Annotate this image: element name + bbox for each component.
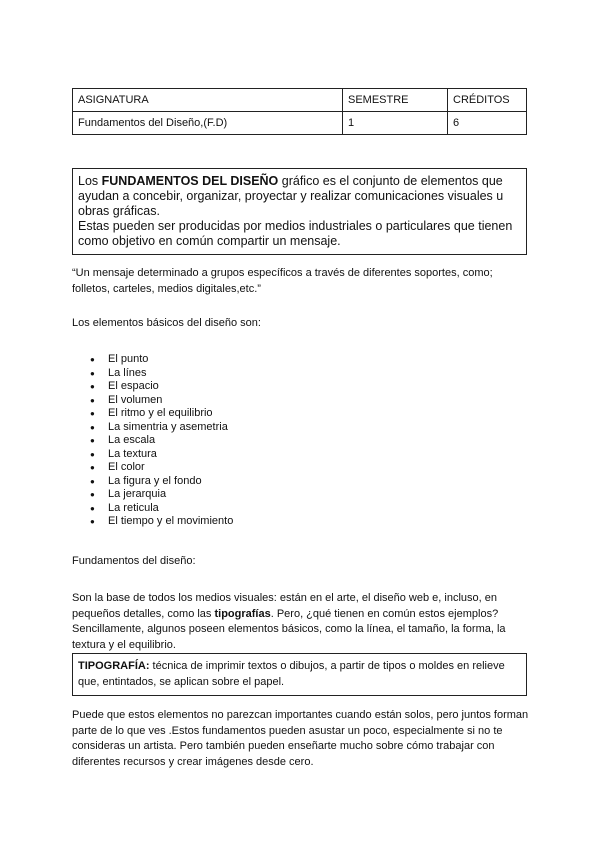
fundamentos-title: Fundamentos del diseño: <box>72 555 196 567</box>
table-row <box>73 112 527 135</box>
header-creditos: CRÉDITOS <box>448 89 527 112</box>
list-item: ● El volumen <box>90 394 233 408</box>
outro-paragraph: Puede que estos elementos no parezcan importantes cuando están solos, pero juntos forman parte de lo que ves .Estos fundamentos pueden asustar un poco, especialmente si no te consideras un artista. Pero también pueden enseñarte mucho sobre cómo trabajar con diferentes recursos y crear imágenes desde cero. <box>72 709 529 768</box>
course-table <box>72 88 527 135</box>
cell-creditos: 6 <box>448 112 527 135</box>
intro-bold: tipografías <box>214 607 271 620</box>
definition-prefix: Los <box>78 174 102 188</box>
intro-before: Son la base de todos los medios visuales: están en el arte, el diseño web e, incluso, en pequeños detalles, como las <box>72 592 497 620</box>
table-header-row <box>73 89 527 112</box>
elements-intro: Los elementos básicos del diseño son: <box>72 317 261 329</box>
list-item: ● El espacio <box>90 380 233 394</box>
elements-list <box>90 353 233 529</box>
list-item: ● El punto <box>90 353 233 367</box>
list-item: ● La reticula <box>90 502 233 516</box>
quote-text: “Un mensaje determinado a grupos específicos a través de diferentes soportes, como; folletos, carteles, medios digitales,etc.” <box>72 267 493 295</box>
list-item: ● El color <box>90 461 233 475</box>
definition-bold: FUNDAMENTOS DEL DISEÑO <box>101 174 279 188</box>
cell-semestre: 1 <box>343 112 448 135</box>
list-item: ● El tiempo y el movimiento <box>90 515 233 529</box>
list-item: ● La textura <box>90 448 233 462</box>
tipografia-box <box>72 653 527 696</box>
definition-second: Estas pueden ser producidas por medios industriales o particulares que tienen como objetivo en común compartir un mensaje. <box>78 219 513 248</box>
tipografia-label: TIPOGRAFÍA: <box>78 660 150 672</box>
header-asignatura: ASIGNATURA <box>73 89 343 112</box>
list-item: ● La simentria y asemetria <box>90 421 233 435</box>
list-item: ● El ritmo y el equilibrio <box>90 407 233 421</box>
list-item: ● La línes <box>90 367 233 381</box>
list-item: ● La escala <box>90 434 233 448</box>
cell-asignatura: Fundamentos del Diseño,(F.D) <box>73 112 343 135</box>
intro-paragraph <box>72 591 532 653</box>
definition-paragraph <box>78 174 521 219</box>
header-semestre: SEMESTRE <box>343 89 448 112</box>
list-item: ● La figura y el fondo <box>90 475 233 489</box>
tipografia-text: técnica de imprimir textos o dibujos, a partir de tipos o moldes en relieve que, entintados, se aplican sobre el papel. <box>78 660 505 688</box>
intro-after: . Pero, ¿qué tienen en común estos ejemplos? Sencillamente, algunos poseen elementos básicos, como la línea, el tamaño, la forma, la textura y el equilibrio. <box>72 607 506 651</box>
definition-box <box>72 168 527 255</box>
list-item: ● La jerarquia <box>90 488 233 502</box>
definition-rest: gráfico es el conjunto de elementos que ayudan a concebir, organizar, proyectar y realizar comunicaciones visuales u obras gráficas. <box>78 174 504 218</box>
